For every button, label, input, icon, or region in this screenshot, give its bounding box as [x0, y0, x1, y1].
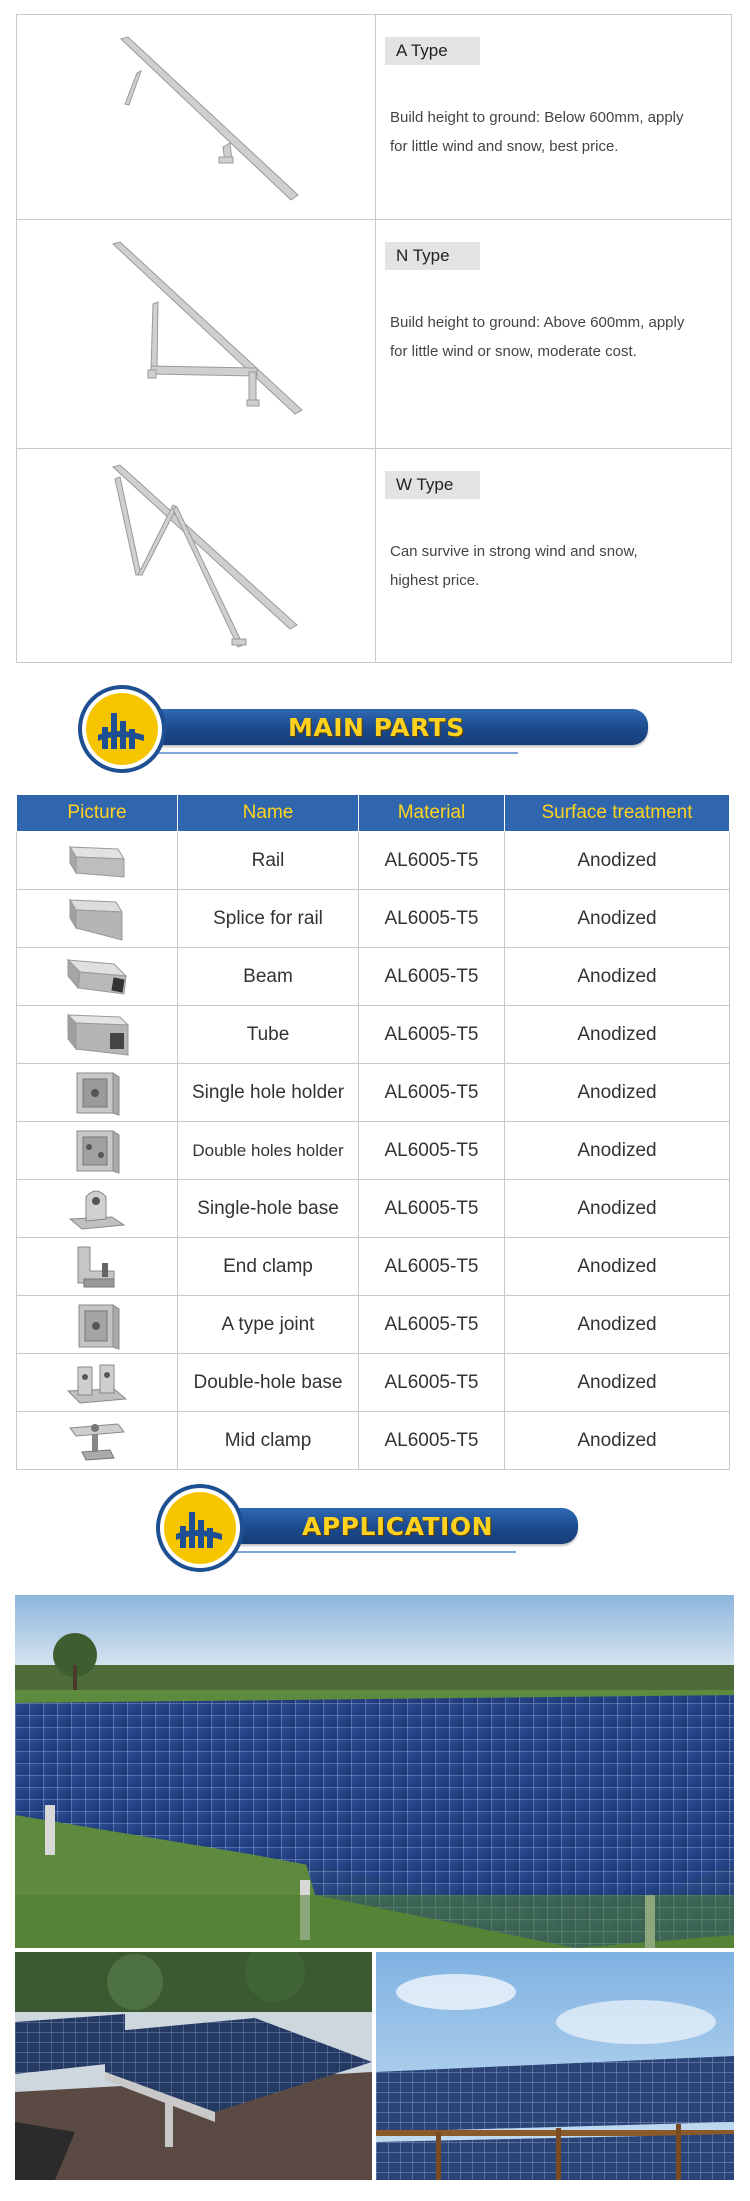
mount-types-table [16, 14, 732, 663]
company-logo-icon [156, 1482, 248, 1574]
rail-part-icon [62, 841, 132, 881]
part-picture [17, 1006, 178, 1064]
parts-header-row [17, 795, 730, 832]
header-name: Name [178, 795, 359, 832]
part-surface: Anodized [505, 948, 730, 1006]
table-row [17, 1238, 730, 1296]
carport-solar-photo [376, 1952, 734, 2180]
type-description: Build height to ground: Above 600mm, apply for little wind or snow, moderate cost. [390, 314, 685, 360]
table-row [17, 1354, 730, 1412]
header-material: Material [359, 795, 505, 832]
part-picture [17, 890, 178, 948]
part-surface: Anodized [505, 890, 730, 948]
part-material: AL6005-T5 [359, 1296, 505, 1354]
part-surface: Anodized [505, 832, 730, 890]
table-row [17, 1180, 730, 1238]
part-material: AL6005-T5 [359, 1412, 505, 1470]
part-material: AL6005-T5 [359, 1238, 505, 1296]
part-surface: Anodized [505, 1238, 730, 1296]
part-material: AL6005-T5 [359, 1180, 505, 1238]
header-picture: Picture [17, 795, 178, 832]
type-row-n [17, 220, 732, 449]
a-type-image [17, 15, 376, 220]
mid-clamp-icon [64, 1416, 130, 1466]
part-picture [17, 1122, 178, 1180]
part-picture [17, 1296, 178, 1354]
type-description: Build height to ground: Below 600mm, apply for little wind and snow, best price. [390, 109, 684, 155]
rooftop-solar-photo [15, 1952, 372, 2180]
part-name: Mid clamp [178, 1412, 359, 1470]
n-type-frame-icon [17, 220, 375, 449]
part-material: AL6005-T5 [359, 890, 505, 948]
table-row [17, 1006, 730, 1064]
part-material: AL6005-T5 [359, 1122, 505, 1180]
type-row-a [17, 15, 732, 220]
part-surface: Anodized [505, 1122, 730, 1180]
table-row [17, 1412, 730, 1470]
table-row [17, 1122, 730, 1180]
part-picture [17, 1064, 178, 1122]
type-label: W Type [385, 471, 480, 499]
type-label: A Type [385, 37, 480, 65]
w-type-info [376, 449, 732, 663]
part-name: Single-hole base [178, 1180, 359, 1238]
banner-underline [216, 1551, 516, 1553]
table-row [17, 1296, 730, 1354]
part-material: AL6005-T5 [359, 1354, 505, 1412]
part-picture [17, 1412, 178, 1470]
part-name: Tube [178, 1006, 359, 1064]
part-name: End clamp [178, 1238, 359, 1296]
part-picture [17, 1180, 178, 1238]
part-surface: Anodized [505, 1412, 730, 1470]
w-type-frame-icon [17, 449, 375, 663]
tube-part-icon [62, 1011, 132, 1059]
type-row-w [17, 449, 732, 663]
part-surface: Anodized [505, 1006, 730, 1064]
part-name: Double-hole base [178, 1354, 359, 1412]
part-material: AL6005-T5 [359, 1064, 505, 1122]
splice-part-icon [62, 896, 132, 942]
part-surface: Anodized [505, 1296, 730, 1354]
a-type-frame-icon [17, 15, 375, 220]
table-row [17, 948, 730, 1006]
single-hole-base-icon [64, 1183, 130, 1235]
n-type-image [17, 220, 376, 449]
type-label: N Type [385, 242, 480, 270]
part-name: A type joint [178, 1296, 359, 1354]
main-parts-table [16, 794, 730, 1470]
part-material: AL6005-T5 [359, 948, 505, 1006]
beam-part-icon [62, 954, 132, 1000]
solar-field-photo [15, 1595, 734, 1948]
application-title: APPLICATION [302, 1512, 494, 1541]
main-parts-banner [78, 683, 678, 779]
type-description: Can survive in strong wind and snow, highest price. [390, 543, 638, 589]
part-name: Beam [178, 948, 359, 1006]
end-clamp-icon [64, 1241, 130, 1293]
part-name: Single hole holder [178, 1064, 359, 1122]
part-material: AL6005-T5 [359, 832, 505, 890]
banner-underline [138, 752, 518, 754]
part-material: AL6005-T5 [359, 1006, 505, 1064]
part-picture [17, 832, 178, 890]
part-surface: Anodized [505, 1180, 730, 1238]
double-hole-base-icon [64, 1357, 130, 1409]
main-parts-title: MAIN PARTS [288, 713, 465, 742]
header-surface: Surface treatment [505, 795, 730, 832]
table-row [17, 890, 730, 948]
part-name: Double holes holder [178, 1122, 359, 1180]
part-name: Rail [178, 832, 359, 890]
table-row [17, 1064, 730, 1122]
company-logo-icon [78, 683, 170, 775]
application-banner [156, 1482, 596, 1574]
part-picture [17, 948, 178, 1006]
n-type-info [376, 220, 732, 449]
part-surface: Anodized [505, 1064, 730, 1122]
part-picture [17, 1354, 178, 1412]
part-picture [17, 1238, 178, 1296]
w-type-image [17, 449, 376, 663]
part-name: Splice for rail [178, 890, 359, 948]
a-type-info [376, 15, 732, 220]
part-surface: Anodized [505, 1354, 730, 1412]
single-hole-holder-icon [67, 1067, 127, 1119]
table-row [17, 832, 730, 890]
double-holes-holder-icon [67, 1125, 127, 1177]
a-type-joint-icon [67, 1299, 127, 1351]
